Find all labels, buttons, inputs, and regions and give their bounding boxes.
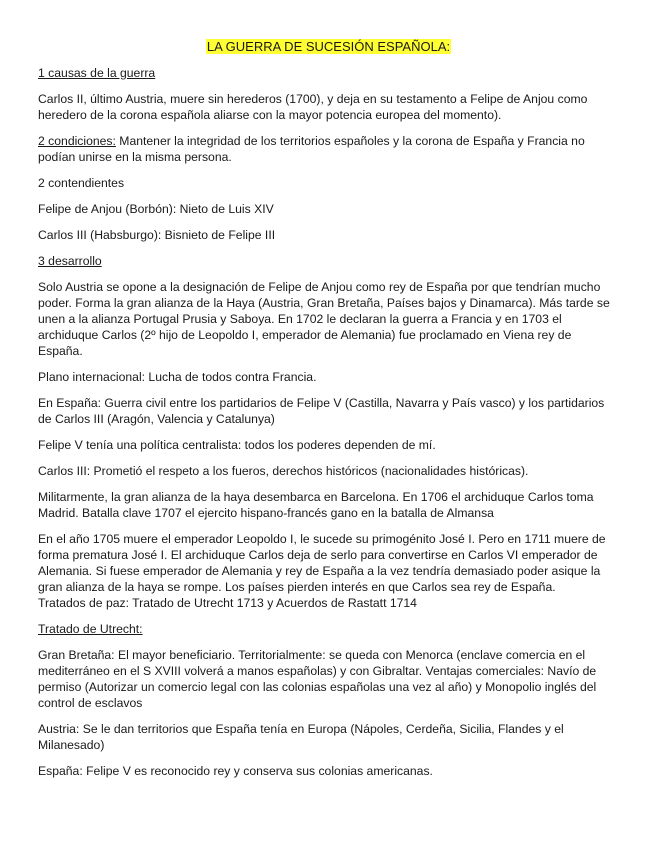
contendiente-carlos: Carlos III (Habsburgo): Bisnieto de Felipe III xyxy=(38,228,276,242)
desarrollo-paragraph-1: Solo Austria se opone a la designación de Felipe de Anjou como rey de España por que tendrían mucho poder. Forma la gran alianza de la Haya (Austria, Gran Bretaña, Países bajos y Dinamarca). Más tarde se unen a la alianza Portugal Prusia y Saboya. En 1702 le declaran la guerra a Francia y en 1703 el archiduque Carlos (2º hijo de Leopoldo I, emperador de Alemania) fue proclamado en Viena rey de España. xyxy=(38,280,610,358)
utrecht-heading: Tratado de Utrecht: xyxy=(38,622,143,636)
condiciones-paragraph xyxy=(38,133,619,165)
condiciones-text: Mantener la integridad de los territorios españoles y la corona de España y Francia no podían unirse en la misma persona. xyxy=(38,134,585,164)
desarrollo-paragraph-4: Felipe V tenía una política centralista: todos los poderes dependen de mí. xyxy=(38,438,436,452)
contendiente-felipe: Felipe de Anjou (Borbón): Nieto de Luis XIV xyxy=(38,202,274,216)
tratados-de-paz: Tratados de paz: Tratado de Utrecht 1713 y Acuerdos de Rastatt 1714 xyxy=(38,596,417,610)
utrecht-gran-bretana: Gran Bretaña: El mayor beneficiario. Territorialmente: se queda con Menorca (enclave comercia en el mediterráneo en el S XVIII volverá a manos españolas) y con Gibraltar. Ventajas comerciales: Navío de permiso (Autorizar un comercio legal con las colonias españolas una vez al año) y Monopolio inglés del control de esclavos xyxy=(38,648,597,710)
title-wrapper xyxy=(38,38,619,56)
condiciones-heading: 2 condiciones: xyxy=(38,134,116,148)
desarrollo-paragraph-3: En España: Guerra civil entre los partidarios de Felipe V (Castilla, Navarra y País vasco) y los partidarios de Carlos III (Aragón, Valencia y Catalunya) xyxy=(38,396,605,426)
desarrollo-paragraph-5: Carlos III: Prometió el respeto a los fueros, derechos históricos (nacionalidades históricas). xyxy=(38,464,529,478)
desarrollo-paragraph-2: Plano internacional: Lucha de todos contra Francia. xyxy=(38,370,317,384)
utrecht-austria: Austria: Se le dan territorios que España tenía en Europa (Nápoles, Cerdeña, Sicilia, Flandes y el Milanesado) xyxy=(38,722,564,752)
contendientes-heading: 2 contendientes xyxy=(38,176,125,190)
desarrollo-heading: 3 desarrollo xyxy=(38,254,102,268)
utrecht-espana: España: Felipe V es reconocido rey y conserva sus colonias americanas. xyxy=(38,764,433,778)
document-title: LA GUERRA DE SUCESIÓN ESPAÑOLA: xyxy=(206,39,451,54)
desarrollo-paragraph-7: En el año 1705 muere el emperador Leopoldo I, le sucede su primogénito José I. Pero en 1711 muere de forma prematura José I. El archiduque Carlos deja de serlo para convertirse en Carlos VI emperador de Alemania. Si fuese emperador de Alemania y rey de España a la vez tendría demasiado poder asique la gran alianza de la haya se rompe. Los países pierden interés en que Carlos sea rey de España. xyxy=(38,532,606,594)
causas-paragraph: Carlos II, último Austria, muere sin herederos (1700), y deja en su testamento a Felipe de Anjou como heredero de la corona española aliarse con la mayor potencia europea del momento). xyxy=(38,92,588,122)
desarrollo-paragraph-6: Militarmente, la gran alianza de la haya desembarca en Barcelona. En 1706 el archiduque Carlos toma Madrid. Batalla clave 1707 el ejercito hispano-francés gano en la batalla de Almansa xyxy=(38,490,594,520)
causas-heading: 1 causas de la guerra xyxy=(38,66,156,80)
